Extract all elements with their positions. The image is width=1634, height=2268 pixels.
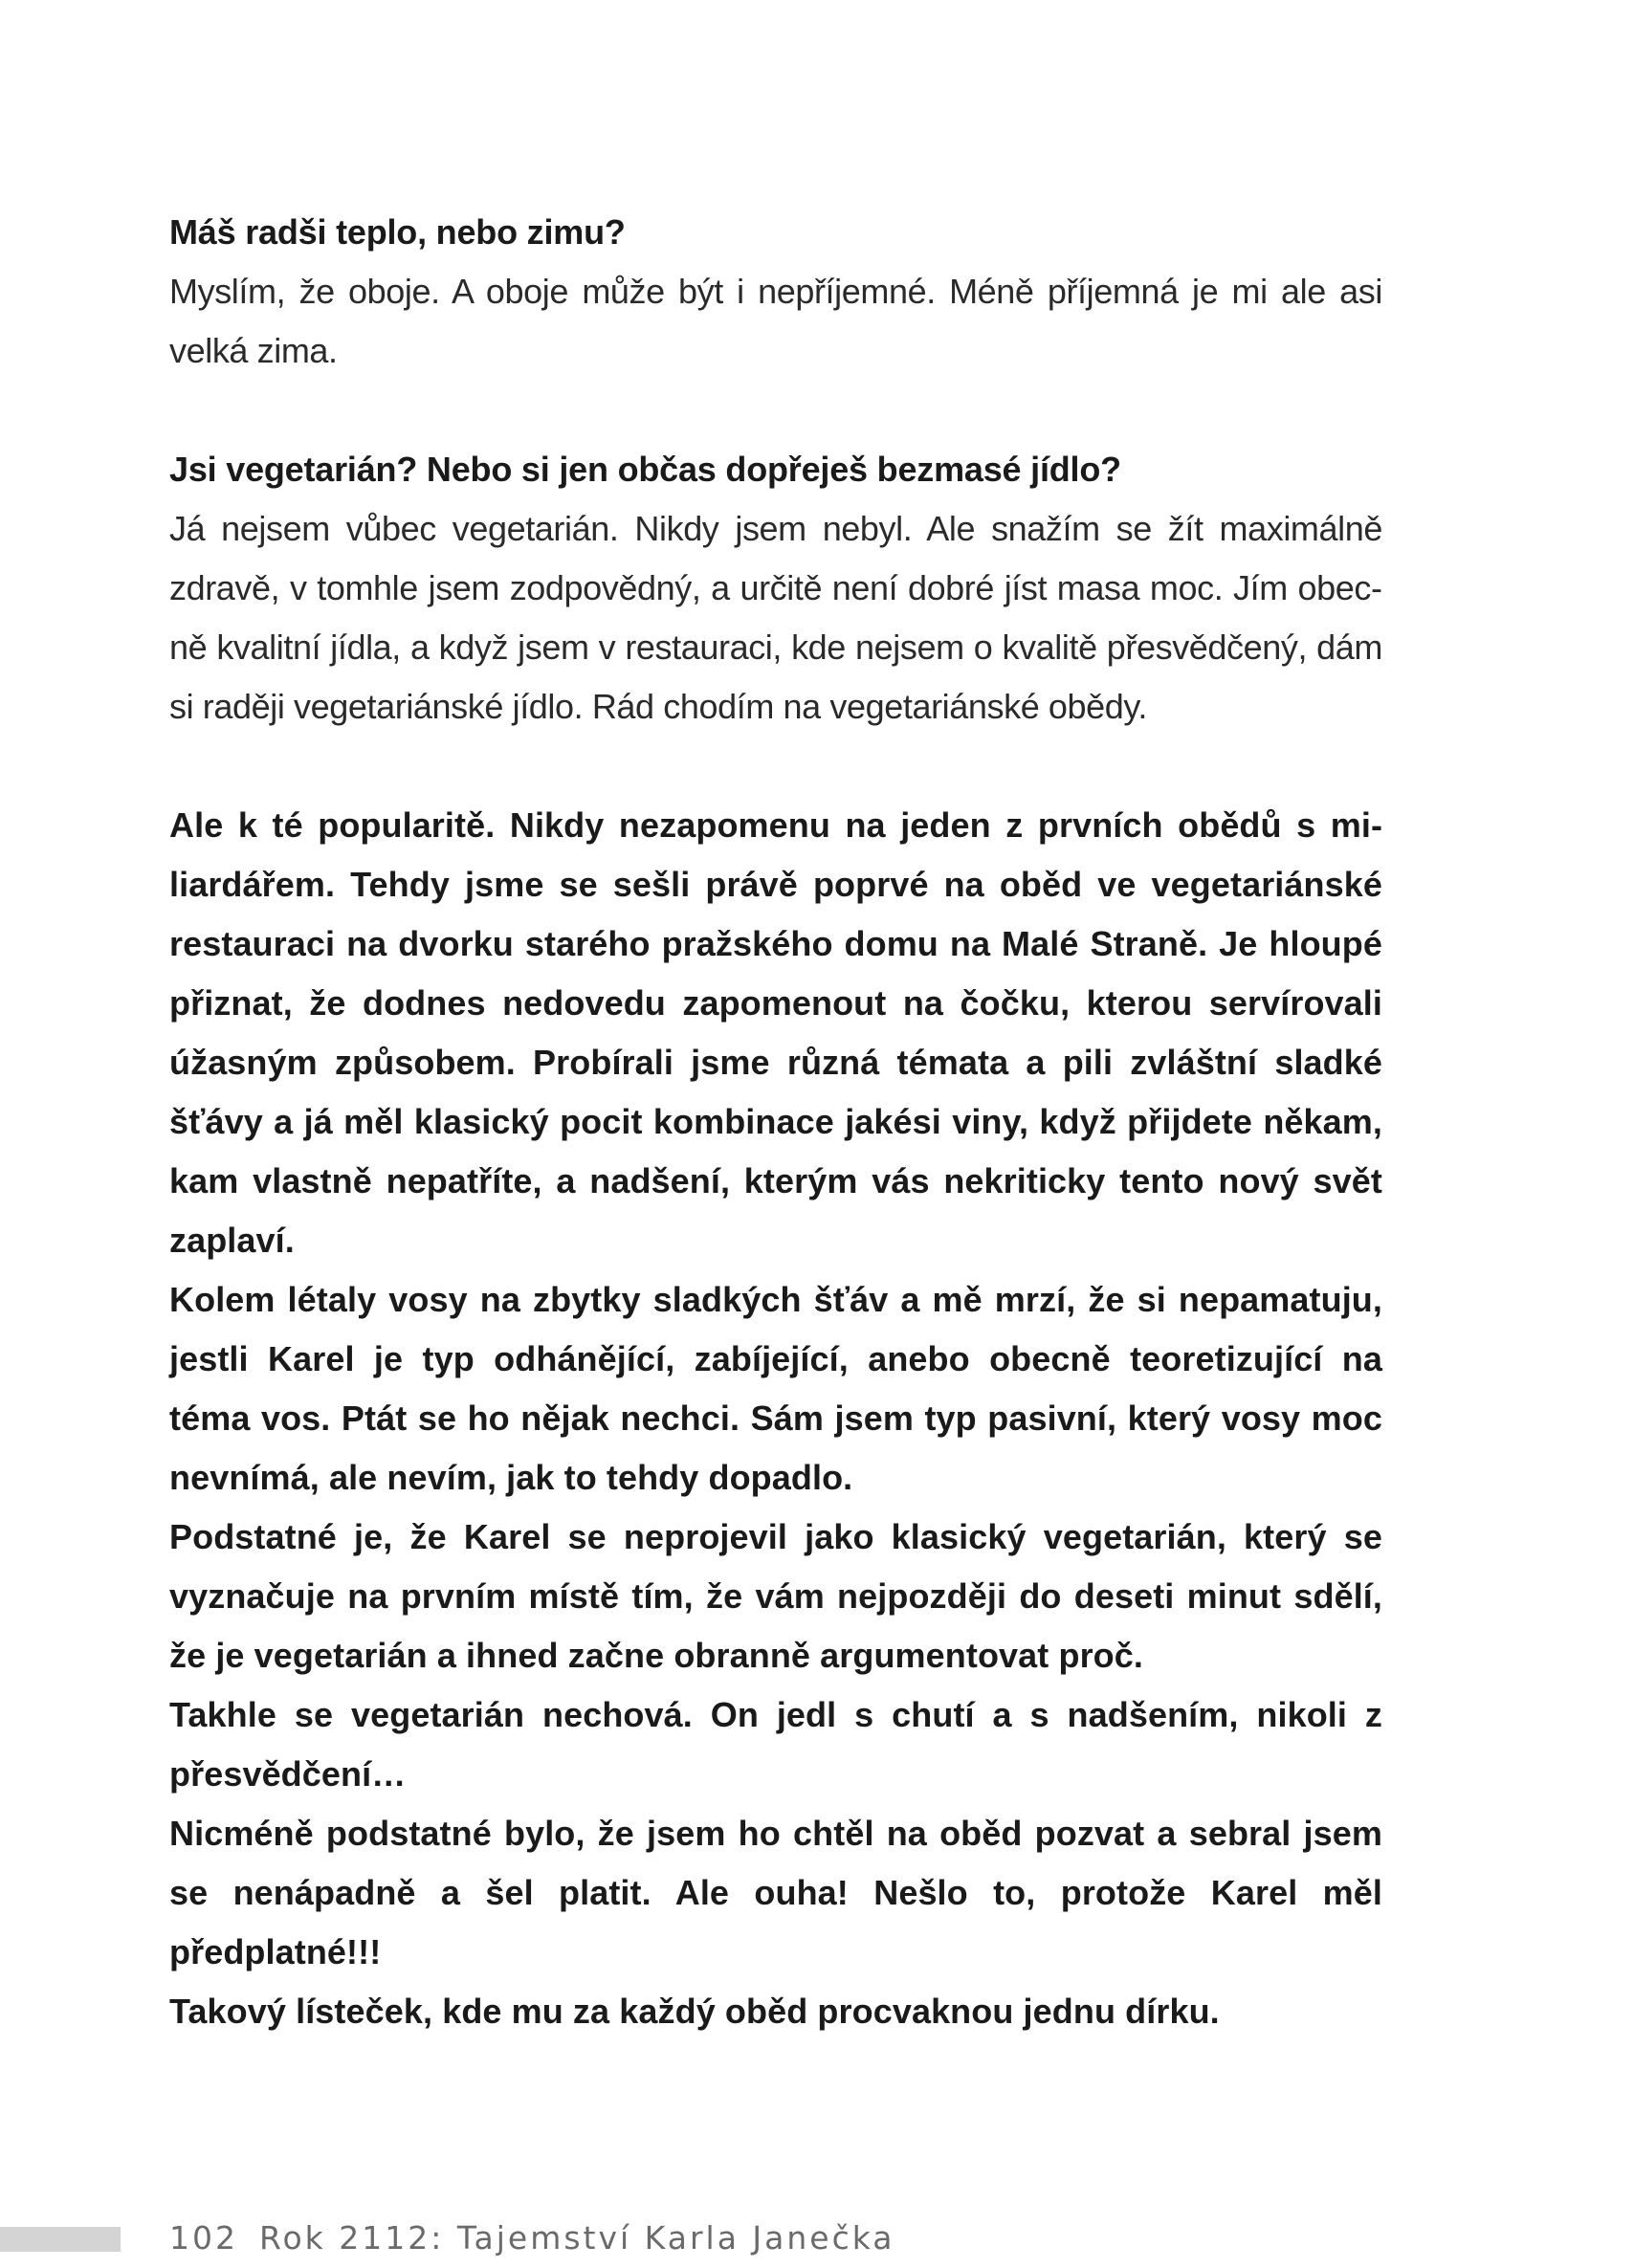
- page-number: 102: [169, 2219, 238, 2257]
- story-paragraph-4: Takhle se vegetarián nechová. On jedl s chutí a s nadšením, nikoli z přesvědčení…: [169, 1695, 1382, 1794]
- paragraph-spacer: [169, 381, 1382, 440]
- footer-margin-bar: [0, 2227, 121, 2252]
- story-paragraph-5: Nicméně podstatné bylo, že jsem ho chtěl na oběd pozvat a sebral jsem se nenápadně a šel platit. Ale ouha! Nešlo to, protože Karel měl předplatné!!!: [169, 1814, 1382, 1971]
- page-footer: [169, 2219, 894, 2257]
- page-body: [169, 203, 1382, 2041]
- story-paragraph-2: Kolem létaly vosy na zbytky sladkých šťáv a mě mrzí, že si nepamatuju, jestli Karel je typ odhánějící, zabíjející, anebo obecně teoretizující na téma vos. Ptát se ho nějak nechci. Sám jsem typ pasivní, který vosy moc nevnímá, ale nevím, jak to tehdy dopadlo.: [169, 1280, 1382, 1497]
- story-paragraph-3: Podstatné je, že Karel se neprojevil jako klasický vegetarián, který se vyznačuje na prvním místě tím, že vám nejpozději do deseti minut sdělí, že je vegetarián a ihned začne obranně argumentovat proč.: [169, 1517, 1382, 1675]
- question-2: Jsi vegetarián? Nebo si jen občas dopřeješ bezmasé jídlo?: [169, 450, 1121, 489]
- question-1: Máš radši teplo, nebo zimu?: [169, 212, 626, 252]
- paragraph-spacer: [169, 737, 1382, 796]
- story-paragraph-6: Takový lísteček, kde mu za každý oběd procvaknou jednu dírku.: [169, 1992, 1220, 2031]
- answer-2: Já nejsem vůbec vegetarián. Nikdy jsem nebyl. Ale snažím se žít maximálně zdravě, v tomhle jsem zodpovědný, a určitě není dobré jíst masa moc. Jím obecně kvalitní jídla, a když jsem v restauraci, kde nejsem o kvalitě přesvědčený, dám si raději vegetariánské jídlo. Rád chodím na vegetariánské obědy.: [169, 509, 1382, 726]
- story-paragraph-1: Ale k té popularitě. Nikdy nezapomenu na jeden z prvních obědů s miliardářem. Tehdy jsme se sešli právě poprvé na oběd ve vegetariánské restauraci na dvorku starého pražského domu na Malé Straně. Je hloupé přiznat, že dodnes nedovedu zapomenout na čočku, kterou servírovali úžasným způsobem. Probírali jsme různá témata a pili zvláštní sladké šťávy a já měl klasický pocit kombinace jakési viny, když přijdete někam, kam vlastně nepatříte, a nadšení, kterým vás nekriticky tento nový svět zaplaví.: [169, 805, 1382, 1260]
- answer-1: Myslím, že oboje. A oboje může být i nepříjemné. Méně příjemná je mi ale asi velká zima.: [169, 272, 1382, 370]
- running-title: Rok 2112: Tajemství Karla Janečka: [259, 2219, 895, 2257]
